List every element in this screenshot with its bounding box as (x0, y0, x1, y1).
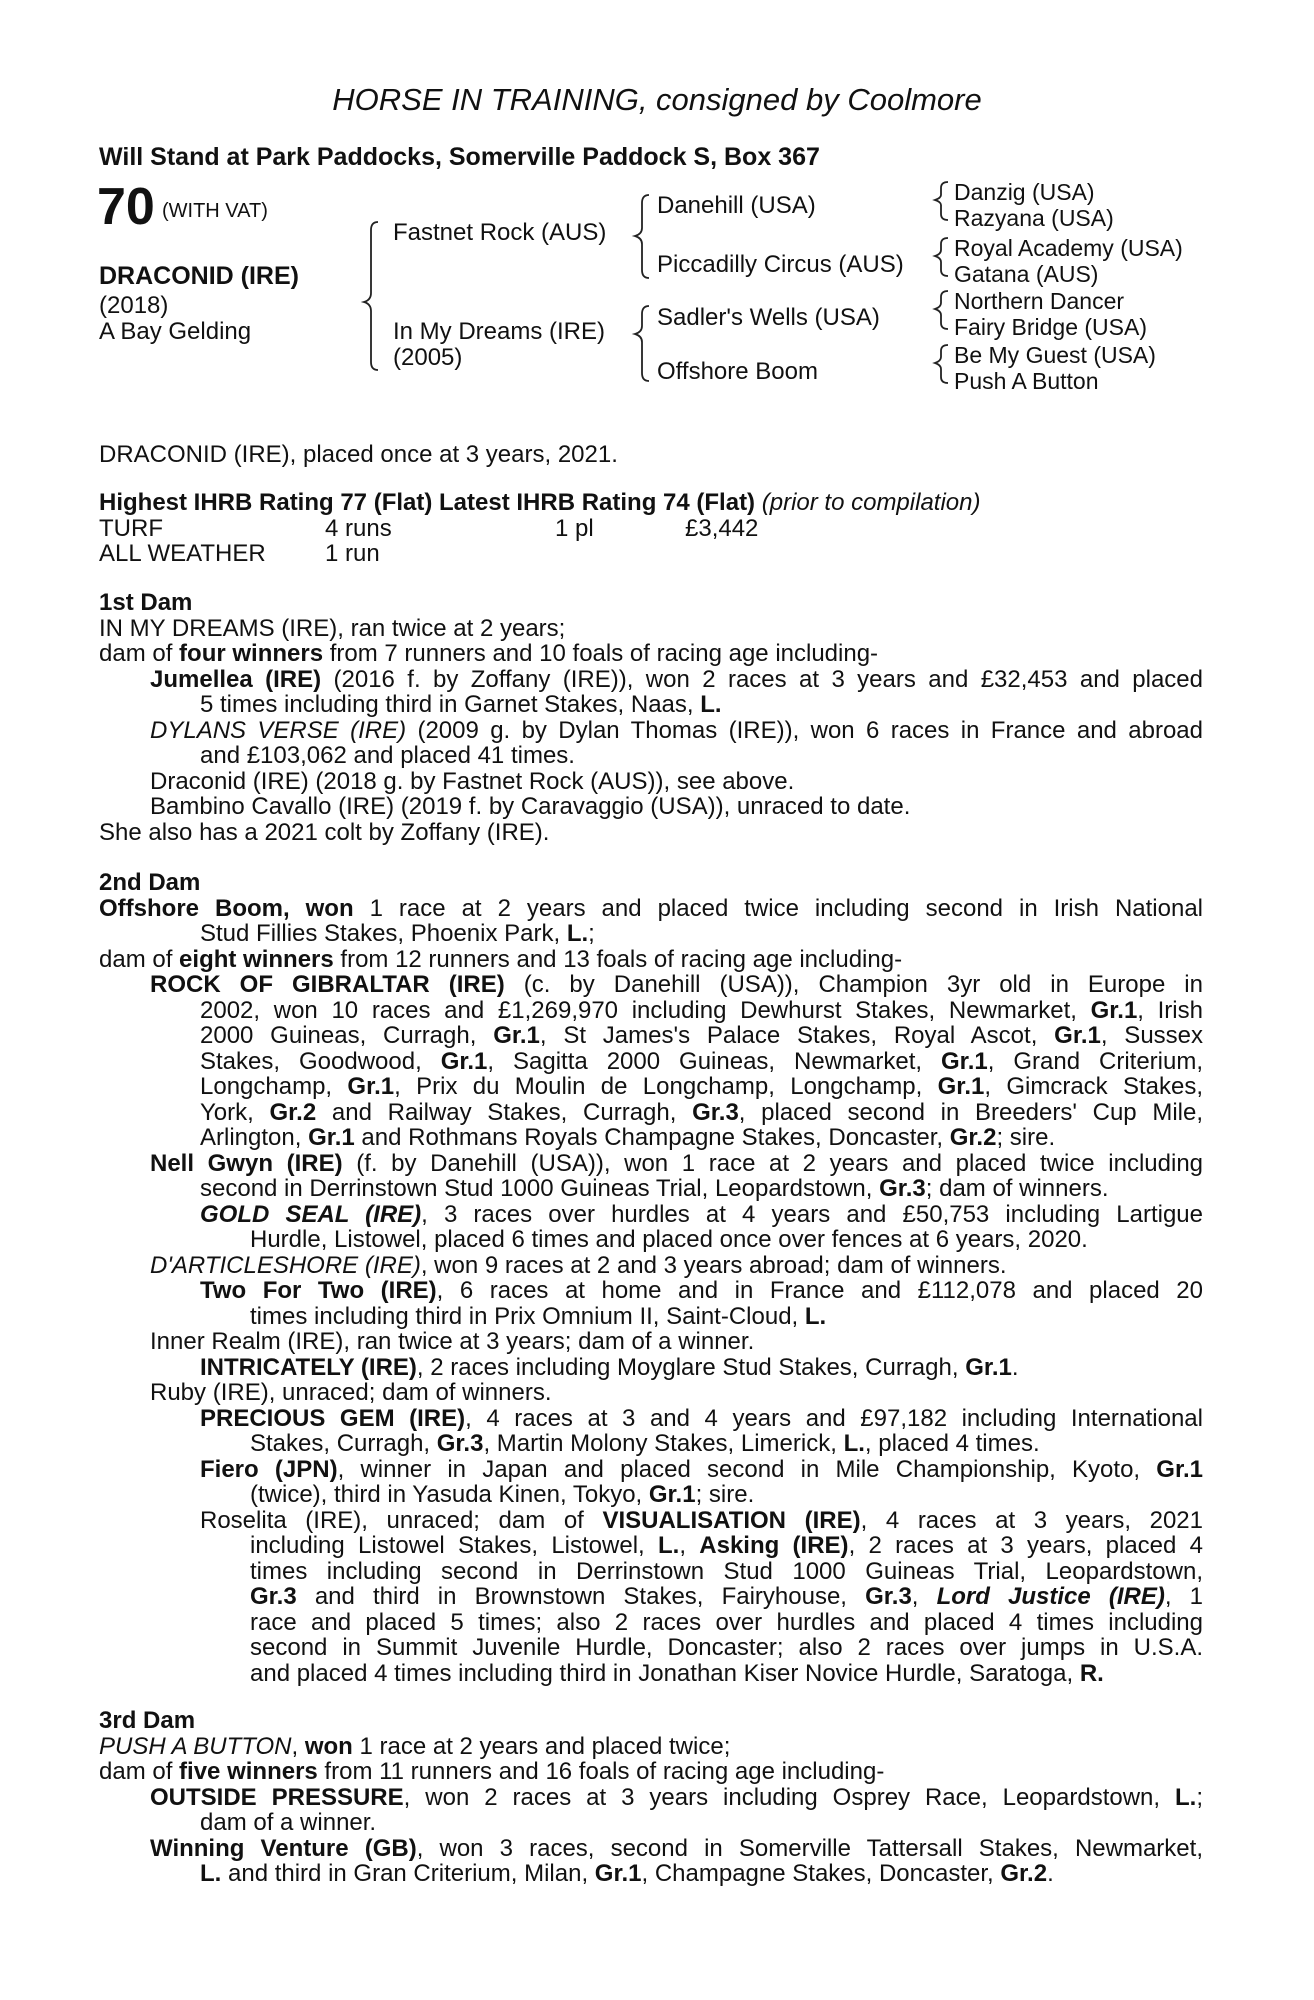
first-dam-produce-line: dam of four winners from 7 runners and 10 foals of racing age including- (99, 640, 879, 667)
horse-year: (2018) (99, 292, 169, 319)
draconid-entry: Draconid (IRE) (2018 g. by Fastnet Rock (AUS)), see above. (150, 767, 795, 795)
two-for-two-entry: Two For Two (IRE), 6 races at home and in France and £112,078 and placed 20 (200, 1277, 1203, 1304)
roselita-line6: second in Summit Juvenile Hurdle, Doncaster; also 2 races over jumps in U.S.A. (250, 1634, 1203, 1661)
fiero-entry-cont: (twice), third in Yasuda Kinen, Tokyo, Gr.1; sire. (250, 1481, 755, 1508)
push-a-button-line: PUSH A BUTTON, won 1 race at 2 years and placed twice; (99, 1732, 731, 1760)
precious-gem-entry: PRECIOUS GEM (IRE), 4 races at 3 and 4 years and £97,182 including International (200, 1404, 1203, 1432)
winning-venture-entry: Winning Venture (GB), won 3 races, second in Somerville Tattersall Stakes, Newmarket, (150, 1834, 1203, 1862)
fiero-entry: Fiero (JPN), winner in Japan and placed second in Mile Championship, Kyoto, Gr.1 (200, 1455, 1203, 1483)
bambino-cavallo-entry: Bambino Cavallo (IRE) (2019 f. by Caravaggio (USA)), unraced to date. (150, 793, 911, 820)
rock-of-gibraltar-line4: Stakes, Goodwood, Gr.1, Sagitta 2000 Guineas, Newmarket, Gr.1, Grand Criterium, (200, 1047, 1203, 1075)
bracket-dd (935, 345, 948, 383)
race-summary: DRACONID (IRE), placed once at 3 years, 2021. (99, 441, 618, 468)
roselita-line5: race and placed 5 times; also 2 races over hurdles and placed 4 times including (250, 1608, 1203, 1636)
pedigree-dds: Be My Guest (USA) (954, 342, 1156, 368)
dylans-verse-entry: DYLANS VERSE (IRE) (2009 g. by Dylan Thomas (IRE)), won 6 races in France and abroad (150, 716, 1203, 744)
ratings-line (99, 489, 980, 517)
gold-seal-entry-cont: Hurdle, Listowel, placed 6 times and placed once over fences at 6 years, 2020. (250, 1226, 1088, 1253)
rock-of-gibraltar-line5: Longchamp, Gr.1, Prix du Moulin de Longchamp, Longchamp, Gr.1, Gimcrack Stakes, (200, 1073, 1204, 1100)
turf-placed: 1 pl (555, 515, 594, 542)
outside-pressure-entry: OUTSIDE PRESSURE, won 2 races at 3 years including Osprey Race, Leopardstown, L.; (150, 1783, 1203, 1811)
pedigree-sds: Royal Academy (USA) (954, 235, 1183, 261)
rock-of-gibraltar-line3: 2000 Guineas, Curragh, Gr.1, St James's Palace Stakes, Royal Ascot, Gr.1, Sussex (200, 1022, 1204, 1049)
pedigree-dam: In My Dreams (IRE) (393, 318, 606, 345)
first-dam-foal-note: She also has a 2021 colt by Zoffany (IRE). (99, 818, 550, 846)
ratings-note: (prior to compilation) (761, 489, 981, 516)
jumellea-entry-cont: 5 times including third in Garnet Stakes, Naas, L. (200, 691, 722, 718)
bracket-ss (935, 182, 948, 220)
lot-number: 70 (97, 178, 155, 236)
page-title: HORSE IN TRAINING, consigned by Coolmore (332, 82, 982, 117)
outside-pressure-entry-cont: dam of a winner. (200, 1809, 377, 1836)
aw-label: ALL WEATHER (99, 540, 266, 567)
third-dam-produce-line: dam of five winners from 11 runners and 16 foals of racing age including- (99, 1758, 885, 1785)
pedigree-dam-dam: Offshore Boom (657, 358, 818, 385)
first-dam-heading: 1st Dam (99, 589, 193, 616)
bracket-dam (635, 306, 649, 381)
aw-runs: 1 run (325, 540, 380, 567)
offshore-boom-line: Offshore Boom, won 1 race at 2 years and placed twice including second in Irish National (99, 894, 1204, 922)
ratings-text: Highest IHRB Rating 77 (Flat) Latest IHRB Rating 74 (Flat) (99, 489, 756, 516)
gold-seal-entry: GOLD SEAL (IRE), 3 races over hurdles at 4 years and £50,753 including Lartigue (200, 1200, 1203, 1228)
roselita-line7: and placed 4 times including third in Jonathan Kiser Novice Hurdle, Saratoga, R. (250, 1659, 1104, 1687)
first-dam-section (99, 590, 1203, 845)
intricately-entry: INTRICATELY (IRE), 2 races including Moyglare Stud Stakes, Curragh, Gr.1. (200, 1353, 1019, 1381)
ruby-entry: Ruby (IRE), unraced; dam of winners. (150, 1379, 552, 1406)
darticleshore-entry: D'ARTICLESHORE (IRE), won 9 races at 2 and 3 years abroad; dam of winners. (150, 1251, 1007, 1279)
rock-of-gibraltar-line7: Arlington, Gr.1 and Rothmans Royals Champagne Stakes, Doncaster, Gr.2; sire. (200, 1124, 1056, 1151)
turf-label: TURF (99, 515, 163, 542)
pedigree-sire-sire: Danehill (USA) (657, 192, 816, 219)
nell-gwyn-entry-cont: second in Derrinstown Stud 1000 Guineas Trial, Leopardstown, Gr.3; dam of winners. (200, 1175, 1109, 1202)
bracket-horse (364, 222, 378, 370)
vat-note: (WITH VAT) (162, 200, 268, 222)
pedigree-ssd: Razyana (USA) (954, 205, 1114, 231)
dylans-verse-entry-cont: and £103,062 and placed 41 times. (200, 742, 575, 769)
two-for-two-entry-cont: times including third in Prix Omnium II, Saint-Cloud, L. (250, 1302, 827, 1330)
pedigree-sdd: Gatana (AUS) (954, 261, 1099, 287)
second-dam-heading: 2nd Dam (99, 869, 201, 896)
roselita-entry: Roselita (IRE), unraced; dam of VISUALISATION (IRE), 4 races at 3 years, 2021 (200, 1506, 1203, 1534)
horse-name: DRACONID (IRE) (99, 262, 299, 290)
bracket-sire (635, 195, 649, 278)
stand-location: Will Stand at Park Paddocks, Somerville Paddock S, Box 367 (99, 143, 820, 171)
pedigree-dsd: Fairy Bridge (USA) (954, 314, 1147, 340)
offshore-boom-line-cont: Stud Fillies Stakes, Phoenix Park, L.; (200, 920, 595, 947)
pedigree-dam-year: (2005) (393, 344, 463, 371)
second-dam-produce-line: dam of eight winners from 12 runners and 13 foals of racing age including- (99, 945, 903, 973)
horse-description: A Bay Gelding (99, 318, 252, 345)
pedigree-ddd: Push A Button (954, 368, 1099, 394)
turf-runs: 4 runs (325, 515, 392, 542)
jumellea-entry: Jumellea (IRE) (2016 f. by Zoffany (IRE)), won 2 races at 3 years and £32,453 and placed (150, 665, 1203, 693)
pedigree-sire: Fastnet Rock (AUS) (393, 219, 607, 246)
pedigree-dss: Northern Dancer (954, 288, 1125, 314)
roselita-line3: times including second in Derrinstown Stud 1000 Guineas Trial, Leopardstown, (250, 1557, 1203, 1585)
roselita-line4: Gr.3 and third in Brownstown Stakes, Fairyhouse, Gr.3, Lord Justice (IRE), 1 (250, 1583, 1203, 1610)
nell-gwyn-entry: Nell Gwyn (IRE) (f. by Danehill (USA)), won 1 race at 2 years and placed twice including (150, 1149, 1204, 1177)
roselita-line2: including Listowel Stakes, Listowel, L., Asking (IRE), 2 races at 3 years, placed 4 (250, 1532, 1204, 1559)
precious-gem-entry-cont: Stakes, Curragh, Gr.3, Martin Molony Stakes, Limerick, L., placed 4 times. (250, 1430, 1040, 1457)
third-dam-section (99, 1708, 1203, 1887)
winning-venture-entry-cont: L. and third in Gran Criterium, Milan, Gr.1, Champagne Stakes, Doncaster, Gr.2. (200, 1860, 1054, 1887)
pedigree-sss: Danzig (USA) (954, 179, 1095, 205)
turf-earnings: £3,442 (685, 515, 759, 542)
pedigree-dam-sire: Sadler's Wells (USA) (657, 304, 880, 331)
rock-of-gibraltar-line6: York, Gr.2 and Railway Stakes, Curragh, Gr.3, placed second in Breeders' Cup Mile, (200, 1098, 1203, 1126)
second-dam-section (99, 870, 1203, 1686)
inner-realm-entry: Inner Realm (IRE), ran twice at 3 years; dam of a winner. (150, 1328, 755, 1355)
rock-of-gibraltar-entry: ROCK OF GIBRALTAR (IRE) (c. by Danehill (USA)), Champion 3yr old in Europe in (150, 971, 1203, 998)
bracket-sd (935, 238, 948, 276)
third-dam-heading: 3rd Dam (99, 1707, 196, 1734)
first-dam-line: IN MY DREAMS (IRE), ran twice at 2 years; (99, 614, 566, 642)
rock-of-gibraltar-line2: 2002, won 10 races and £1,269,970 including Dewhurst Stakes, Newmarket, Gr.1, Irish (200, 996, 1203, 1024)
pedigree-sire-dam: Piccadilly Circus (AUS) (657, 251, 904, 278)
bracket-ds (935, 291, 948, 329)
